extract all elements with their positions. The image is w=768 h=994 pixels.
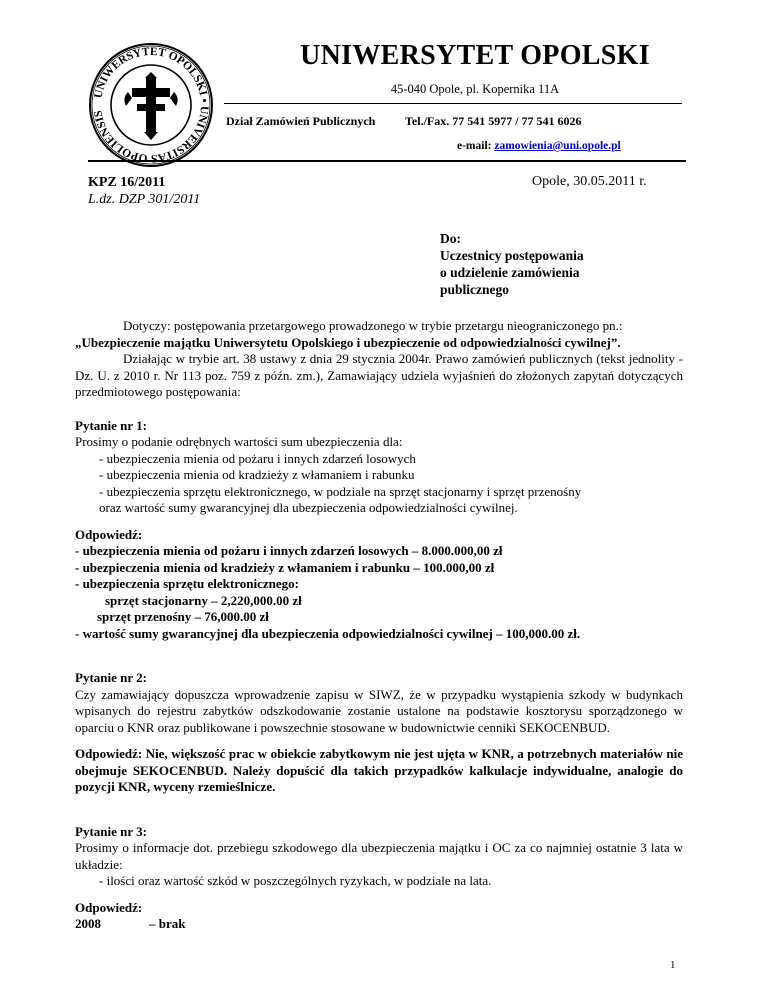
ldz-number: L.dz. DZP 301/2011 <box>88 192 201 207</box>
legal-basis-paragraph: Działając w trybie art. 38 ustawy z dnia 29 stycznia 2004r. Prawo zamówień publicznych (tekst jednolity - Dz. U. z 2010 r. Nr 113 poz. 759 z późn. zm.), Zamawiający udziela wyjaśnień do złożonych zapytań dotyczących przedmiotowego postępowania: <box>75 351 683 399</box>
question-1-item: - ubezpieczenia mienia od pożaru i innych zdarzeń losowych <box>99 450 416 466</box>
question-1-text: Prosimy o podanie odrębnych wartości sum ubezpieczenia dla: <box>75 434 403 449</box>
question-3-heading: Pytanie nr 3: <box>75 823 147 839</box>
answer-3-row <box>75 916 683 933</box>
seal-text: UNIWERSYTET OPOLSKI • UNIVERSITAS OPOLIENSIS <box>92 45 211 165</box>
recipient-line: Do: <box>440 231 461 246</box>
question-2-heading: Pytanie nr 2: <box>75 670 147 685</box>
department-name: Dział Zamówień Publicznych <box>226 114 376 128</box>
email-label: e-mail: <box>457 140 495 152</box>
header-divider <box>224 103 682 104</box>
answer-1-line: sprzęt stacjonarny – 2,220,000.00 zł <box>105 592 302 608</box>
question-2-text: Czy zamawiający dopuszcza wprowadzenie zapisu w SIWZ, że w przypadku wystąpienia szkody w budynkach wpisanych do rejestru zabytków odszkodowanie zostanie ustalone na podstawie kosztorysu sporządzonego w oparciu o KNR oraz publikowane i powszechnie stosowane w budownictwie cenniki SEKOCENBUD. <box>75 686 683 735</box>
email-line <box>457 140 621 152</box>
recipient-line: o udzielenie zamówienia <box>440 265 580 280</box>
document-date: Opole, 30.05.2011 r. <box>532 174 647 189</box>
answer-2-text: Odpowiedź: Nie, większość prac w obiekcie zabytkowym nie jest ujęta w KNR, a potrzebnych materiałów nie obejmuje SEKOCENBUD. Należy dopuścić dla takich przypadków kalkulacje indywidualne, analogie do pozycji KNR, wyceny rzemieślnicze. <box>75 746 683 794</box>
recipient-block <box>440 230 584 298</box>
answer-3-heading: Odpowiedź: <box>75 899 143 915</box>
answer-1-line: sprzęt przenośny – 76,000.00 zł <box>97 609 269 624</box>
phone-fax: Tel./Fax. 77 541 5977 / 77 541 6026 <box>405 114 582 128</box>
answer-1-heading: Odpowiedź: <box>75 526 143 542</box>
question-1-item: oraz wartość sumy gwarancyjnej dla ubezpieczenia odpowiedzialności cywilnej. <box>99 500 518 515</box>
letter-body <box>75 318 683 933</box>
university-seal <box>88 42 214 168</box>
question-3-item: - ilości oraz wartość szkód w poszczególnych ryzykach, w podziale na lata. <box>99 873 492 888</box>
answer-1-line: - ubezpieczenia sprzętu elektronicznego: <box>75 576 299 591</box>
page-number: 1 <box>670 959 676 971</box>
eagle-icon <box>124 72 177 140</box>
answer-3-year: 2008 <box>75 916 101 931</box>
reference-number: KPZ 16/2011 <box>88 175 166 190</box>
question-3-text: Prosimy o informacje dot. przebiegu szkodowego dla ubezpieczenia majątku i OC za co najmniej ostatnie 3 lata w układzie: <box>75 840 683 872</box>
answer-1-line: - ubezpieczenia mienia od pożaru i innych zdarzeń losowych – 8.000.000,00 zł <box>75 543 503 558</box>
answer-1-line: - wartość sumy gwarancyjnej dla ubezpieczenia odpowiedzialności cywilnej – 100,000.00 zł. <box>75 625 581 641</box>
university-title: UNIWERSYTET OPOLSKI <box>300 40 650 71</box>
question-1-heading: Pytanie nr 1: <box>75 417 147 433</box>
intro-paragraph: Dotyczy: postępowania przetargowego prowadzonego w trybie przetargu nieograniczonego pn.: <box>123 318 623 333</box>
email-link[interactable]: zamowienia@uni.opole.pl <box>494 140 621 152</box>
tender-title: „Ubezpieczenie majątku Uniwersytetu Opolskiego i ubezpieczenie od odpowiedzialności cywilnej”. <box>75 334 621 350</box>
letterhead-divider <box>88 160 686 162</box>
university-address: 45-040 Opole, pl. Kopernika 11A <box>390 82 560 96</box>
recipient-line: publicznego <box>440 282 510 297</box>
answer-1-line: - ubezpieczenia mienia od kradzieży z włamaniem i rabunku – 100.000,00 zł <box>75 559 495 575</box>
recipient-line: Uczestnicy postępowania <box>440 248 584 263</box>
question-1-item: - ubezpieczenia sprzętu elektronicznego, w podziale na sprzęt stacjonarny i sprzęt przenośny <box>99 483 582 499</box>
answer-3-value: – brak <box>149 916 186 931</box>
question-1-item: - ubezpieczenia mienia od kradzieży z włamaniem i rabunku <box>99 467 415 482</box>
reference-block <box>88 174 200 208</box>
